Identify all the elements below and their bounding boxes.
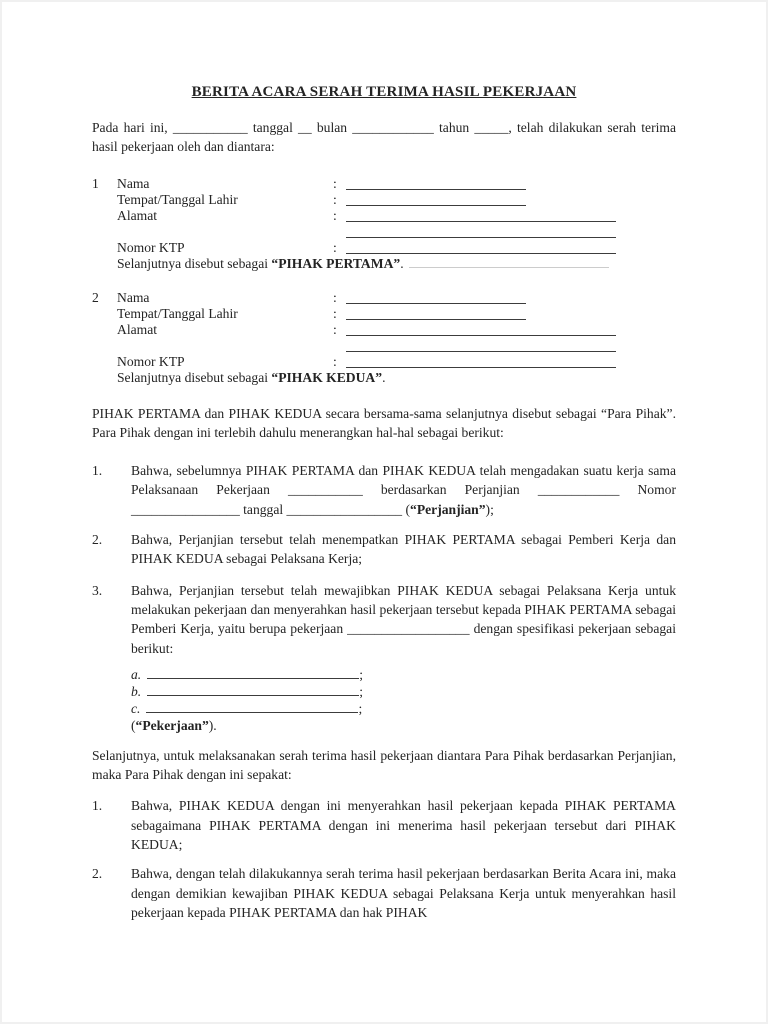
party-section-2 xyxy=(92,290,676,386)
field-colon: : xyxy=(333,175,337,191)
blank-fill-line xyxy=(147,666,359,679)
field-label xyxy=(117,224,333,240)
text-segment: Bahwa, sebelumnya PIHAK PERTAMA dan PIHAK KEDUA telah mengadakan suatu kerja sama Pelaksanaan Pekerjaan ___________ berdasarkan Perjanjian ____________ Nomor ________________ tanggal _________________ ( xyxy=(131,463,676,517)
field-label: Nomor KTP xyxy=(117,353,185,369)
spec-row-c xyxy=(131,700,676,717)
text-segment: ). xyxy=(208,717,217,733)
field-row-nama xyxy=(117,290,676,306)
blank-fill-line xyxy=(346,338,616,352)
field-row-alamat xyxy=(117,208,676,224)
field-row-alamat xyxy=(117,322,676,338)
party-details xyxy=(117,176,676,272)
blank-fill-line xyxy=(346,322,616,336)
field-colon: : xyxy=(333,191,337,207)
field-colon: : xyxy=(333,207,337,223)
closing-suffix: . xyxy=(400,255,404,271)
field-row-nama xyxy=(117,176,676,192)
perjanjian-bold: “Perjanjian” xyxy=(410,501,486,517)
blank-fill-line xyxy=(346,290,526,304)
list-item-text: Bahwa, Perjanjian tersebut telah mewajibkan PIHAK KEDUA sebagai Pelaksana Kerja untuk melakukan pekerjaan dan menyerahkan hasil pekerjaan tersebut kepada PIHAK PERTAMA sebagai Pemberi Kerja, yaitu berupa pekerjaan __________________ dengan spesifikasi pekerjaan sebagai berikut: xyxy=(131,582,676,656)
field-colon: : xyxy=(333,239,337,255)
party-closing xyxy=(117,370,676,386)
list-item-text: Bahwa, PIHAK KEDUA dengan ini menyerahkan hasil pekerjaan kepada PIHAK PERTAMA sebagaimana PIHAK PERTAMA dengan ini menerima hasil pekerjaan tersebut dari PIHAK KEDUA; xyxy=(131,798,676,853)
spec-closing xyxy=(131,717,676,734)
list-number: 2. xyxy=(92,532,103,548)
field-colon: : xyxy=(333,305,337,321)
field-label: Alamat xyxy=(117,207,158,223)
recital-item-1 xyxy=(92,461,676,519)
party-section-1 xyxy=(92,176,676,272)
recital-item-3 xyxy=(92,581,676,658)
list-number: 1. xyxy=(92,798,103,814)
party-number: 2 xyxy=(92,289,99,305)
pekerjaan-bold: “Pekerjaan” xyxy=(135,717,209,733)
field-label xyxy=(117,338,333,354)
blank-fill-line xyxy=(346,208,616,222)
agreement-item-2 xyxy=(92,864,676,922)
field-row-ktp xyxy=(117,240,676,256)
spec-letter: c. xyxy=(131,700,141,716)
blank-fill-line xyxy=(146,700,358,713)
list-number: 2. xyxy=(92,866,103,882)
blank-fill-line xyxy=(346,192,526,206)
field-colon xyxy=(333,224,346,240)
handover-intro-paragraph: Selanjutnya, untuk melaksanakan serah terima hasil pekerjaan diantara Para Pihak berdasarkan Perjanjian, maka Para Pihak dengan ini sepakat: xyxy=(92,747,676,783)
list-item-text xyxy=(131,461,676,519)
closing-prefix: Selanjutnya disebut sebagai xyxy=(117,255,272,271)
list-item-text: Bahwa, dengan telah dilakukannya serah terima hasil pekerjaan berdasarkan Berita Acara ini, maka dengan demikian kewajiban PIHAK KEDUA sebagai Pelaksana Kerja untuk menyerahkan hasil pekerjaan kepada PIHAK PERTAMA dan hak PIHAK xyxy=(131,866,676,920)
blank-fill-line xyxy=(346,306,526,320)
closing-prefix: Selanjutnya disebut sebagai xyxy=(117,369,272,385)
field-colon: : xyxy=(333,289,337,305)
spec-suffix: ; xyxy=(358,700,363,716)
list-item-text: Bahwa, Perjanjian tersebut telah menempatkan PIHAK PERTAMA sebagai Pemberi Kerja dan PIHAK KEDUA sebagai Pelaksana Kerja; xyxy=(131,532,676,567)
party-details xyxy=(117,290,676,386)
list-number: 1. xyxy=(92,463,103,479)
intro-paragraph: Pada hari ini, ___________ tanggal __ bulan ____________ tahun _____, telah dilakukan serah terima hasil pekerjaan oleh dan diantara: xyxy=(92,120,676,155)
spec-suffix: ; xyxy=(359,666,363,682)
field-label: Nama xyxy=(117,289,150,305)
field-colon: : xyxy=(333,321,337,337)
field-label: Alamat xyxy=(117,321,158,337)
agreement-item-1 xyxy=(92,796,676,854)
closing-suffix: . xyxy=(382,369,386,385)
list-number: 3. xyxy=(92,582,103,598)
document-title: BERITA ACARA SERAH TERIMA HASIL PEKERJAAN xyxy=(191,84,577,100)
field-colon: : xyxy=(333,353,337,369)
text-segment: ); xyxy=(485,501,494,517)
field-row-ktp xyxy=(117,354,676,370)
spec-row-b xyxy=(131,683,676,700)
spec-letter: a. xyxy=(131,666,142,682)
party-number: 1 xyxy=(92,175,99,191)
blank-fill-line xyxy=(346,240,616,254)
field-row-ttl xyxy=(117,306,676,322)
text-segment: ( xyxy=(131,717,136,733)
field-label: Tempat/Tanggal Lahir xyxy=(117,305,238,321)
field-label: Nomor KTP xyxy=(117,239,185,255)
scan-artifact-line xyxy=(409,257,609,268)
party-name-bold: “PIHAK KEDUA” xyxy=(271,369,383,385)
party-closing xyxy=(117,256,676,272)
field-label: Tempat/Tanggal Lahir xyxy=(117,191,238,207)
field-row-ttl xyxy=(117,192,676,208)
spec-letter: b. xyxy=(131,683,142,699)
party-name-bold: “PIHAK PERTAMA” xyxy=(271,255,401,271)
spec-row-a xyxy=(131,666,676,683)
blank-fill-line xyxy=(147,683,359,696)
blank-fill-line xyxy=(346,354,616,368)
specification-list xyxy=(131,666,676,734)
field-label: Nama xyxy=(117,175,150,191)
para-pihak-paragraph: PIHAK PERTAMA dan PIHAK KEDUA secara bersama-sama selanjutnya disebut sebagai “Para Pihak”. Para Pihak dengan ini terlebih dahulu menerangkan hal-hal sebagai berikut: xyxy=(92,405,676,440)
field-row-alamat-cont xyxy=(117,338,676,354)
spec-suffix: ; xyxy=(359,683,363,699)
blank-fill-line xyxy=(346,176,526,190)
recital-item-2 xyxy=(92,530,676,569)
field-colon xyxy=(333,338,346,354)
field-row-alamat-cont xyxy=(117,224,676,240)
blank-fill-line xyxy=(346,224,616,238)
